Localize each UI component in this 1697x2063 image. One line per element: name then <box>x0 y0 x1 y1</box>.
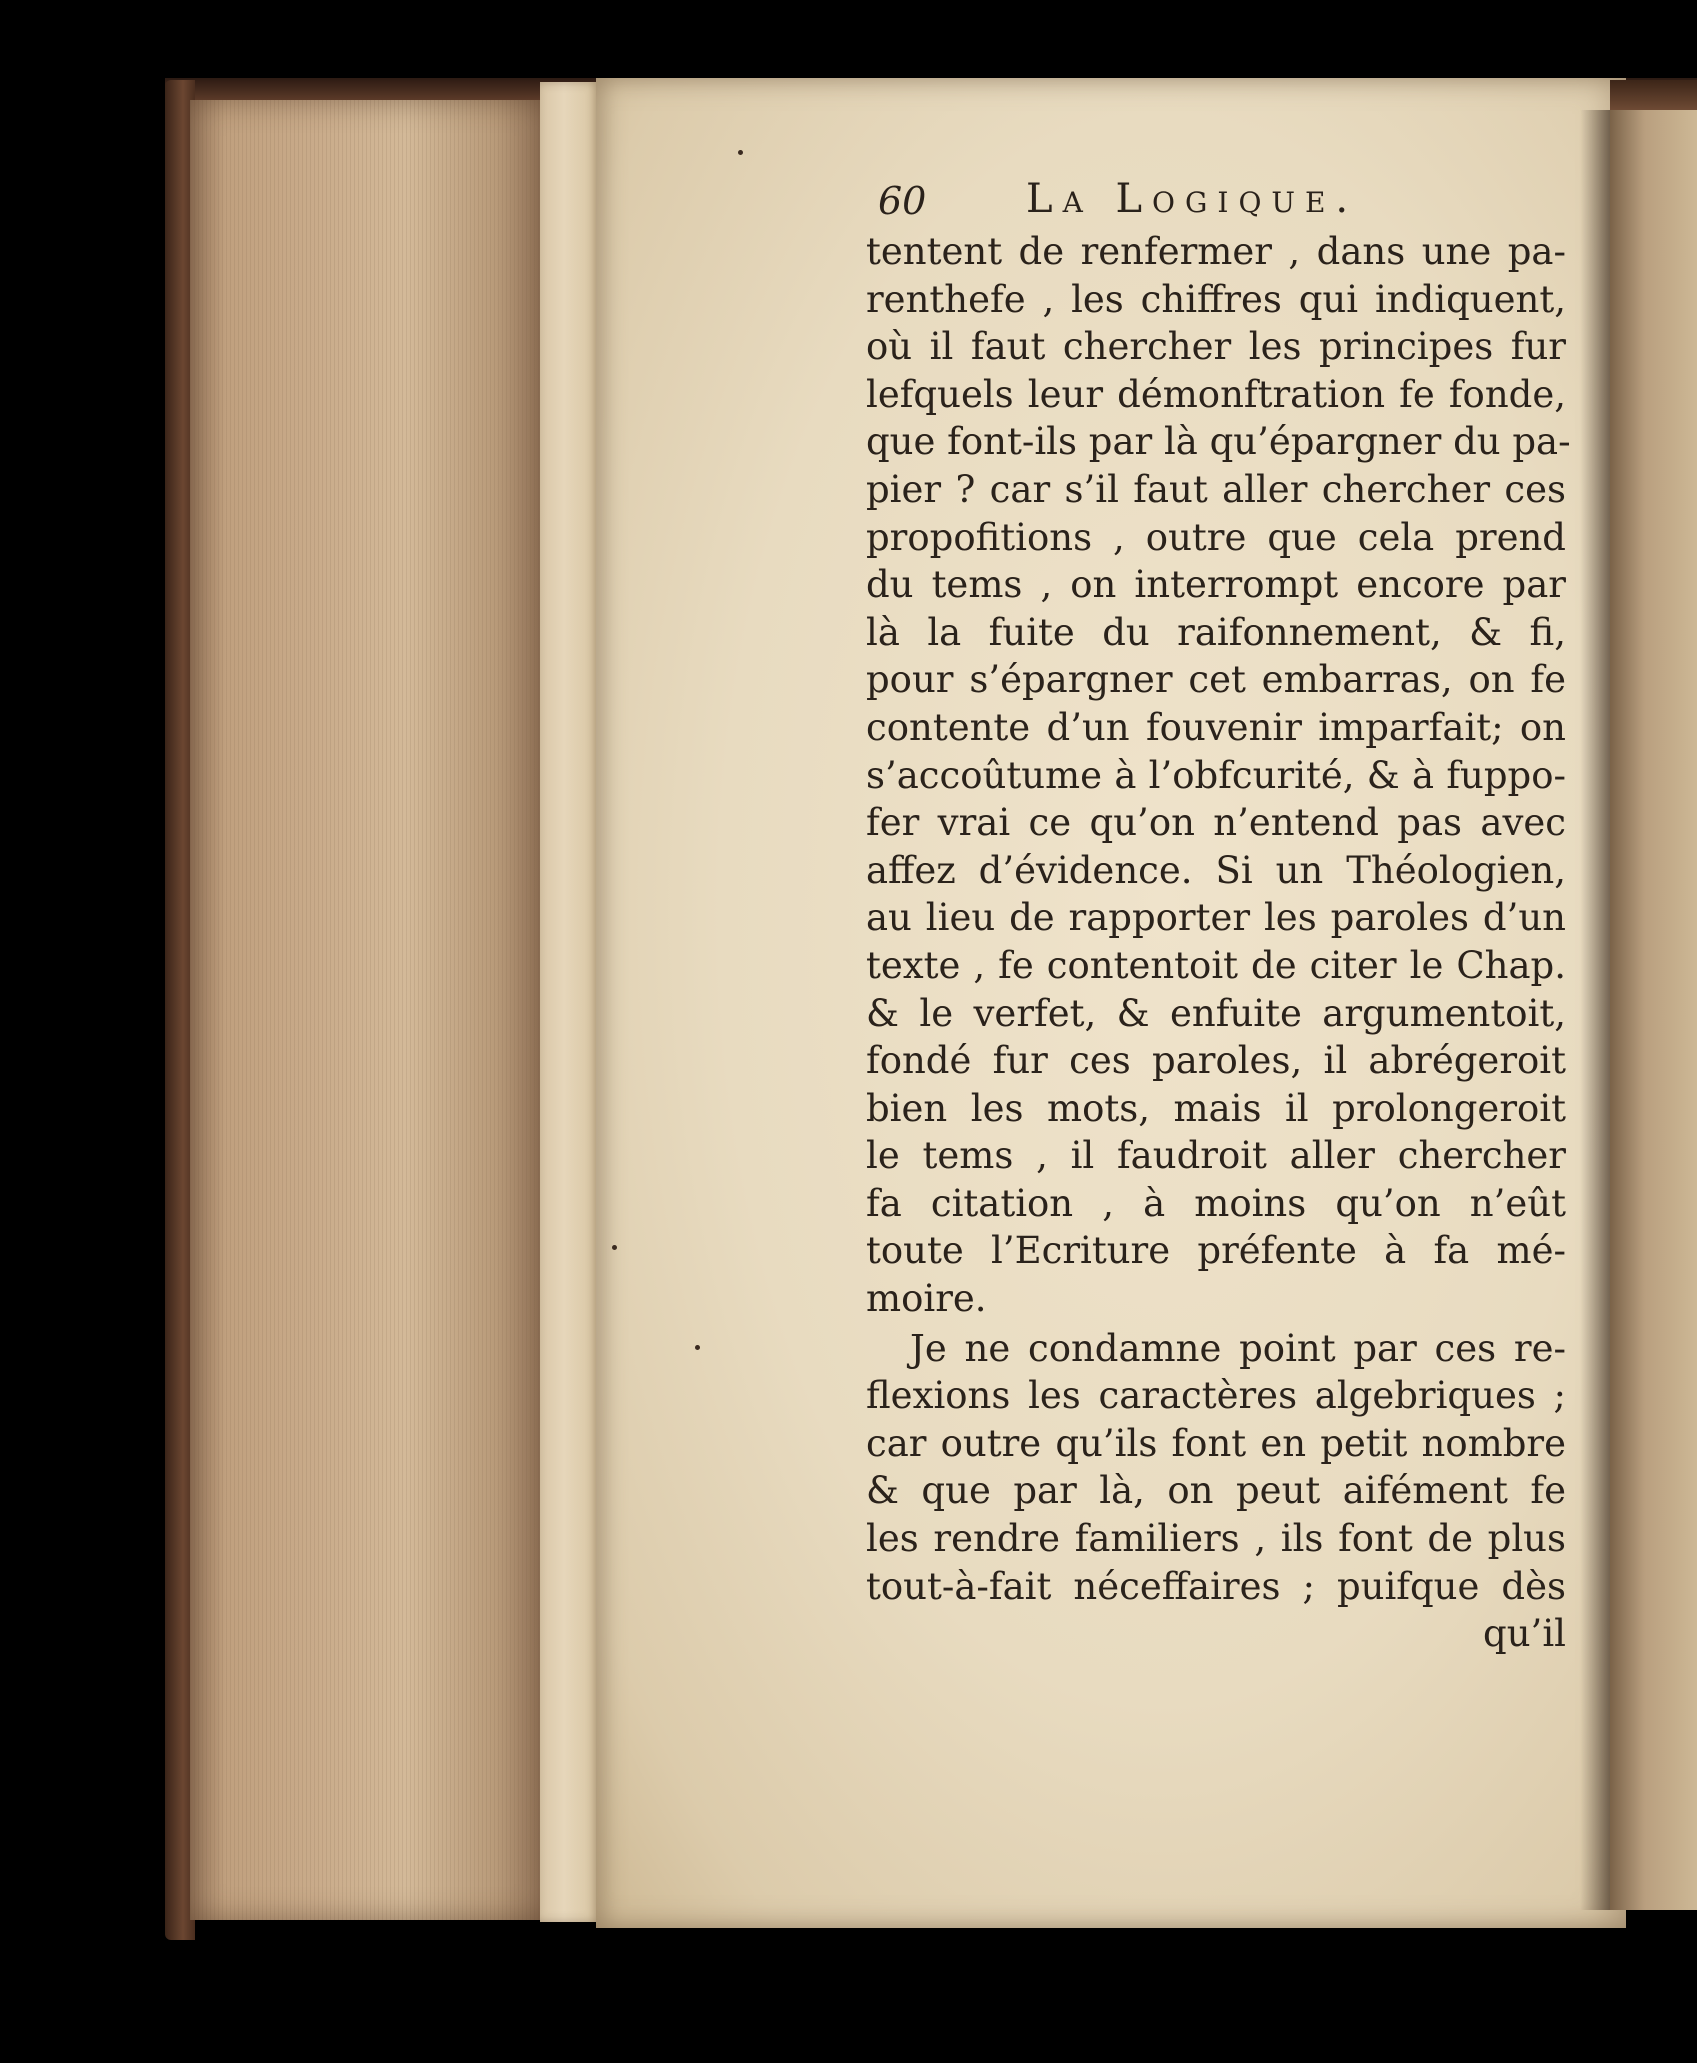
text-line: pier ? car s’il faut aller chercher ces <box>866 467 1566 511</box>
paragraph-1 <box>866 228 1571 1323</box>
page-text <box>866 176 1571 1658</box>
text-line: affez d’évidence. Si un Théologien, <box>866 848 1566 892</box>
text-line: flexions les caractères algebriques ; <box>866 1374 1566 1418</box>
text-line: texte , fe contentoit de citer le Chap. <box>866 943 1566 987</box>
paragraph-2 <box>866 1325 1566 1611</box>
text-line: bien les mots, mais il prolongeroit <box>866 1086 1566 1130</box>
facing-page-sliver <box>1610 110 1697 1910</box>
running-head <box>866 178 1566 226</box>
ink-speck <box>612 1245 617 1250</box>
text-line: le tems , il faudroit aller chercher <box>866 1134 1566 1178</box>
ink-speck <box>695 1345 700 1350</box>
text-line: Je ne condamne point par ces re- <box>910 1326 1566 1370</box>
text-line: du tems , on interrompt encore par <box>866 563 1566 607</box>
text-line: au lieu de rapporter les paroles d’un <box>866 896 1566 940</box>
text-line: fer vrai ce qu’on n’entend pas avec <box>866 801 1566 845</box>
text-line: où il faut chercher les principes fur <box>866 325 1566 369</box>
text-line: toute l’Ecriture préfente à fa mé- <box>866 1229 1566 1273</box>
text-line: fa citation , à moins qu’on n’eût <box>866 1181 1566 1225</box>
text-line: que font-ils par là qu’épargner du pa- <box>866 420 1571 464</box>
text-line: tout-à-fait néceffaires ; puifque dès <box>866 1564 1566 1608</box>
book-cover-right <box>1610 80 1697 110</box>
text-line: car outre qu’ils font en petit nombre <box>866 1421 1566 1465</box>
text-line: tentent de renfermer , dans une pa- <box>866 230 1566 273</box>
page-number: 60 <box>878 179 927 223</box>
catchword: qu’il <box>1483 1612 1566 1656</box>
text-line: & le verfet, & enfuite argumentoit, <box>866 991 1566 1035</box>
text-line: propofitions , outre que cela prend <box>866 515 1566 559</box>
page-stack-edge <box>540 82 600 1922</box>
text-line: moire. <box>866 1277 987 1321</box>
text-line: fondé fur ces paroles, il abrégeroit <box>866 1039 1566 1083</box>
gutter-shadow <box>1580 110 1610 1910</box>
text-line: s’accoûtume à l’obfcurité, & à fuppo- <box>866 753 1566 797</box>
text-line: là la fuite du raifonnement, & fi, <box>866 610 1566 654</box>
text-line: contente d’un fouvenir imparfait; on <box>866 705 1566 749</box>
text-line: pour s’épargner cet embarras, on fe <box>866 658 1566 702</box>
running-head-title: La Logique. <box>1026 176 1359 222</box>
page-block-edges <box>190 100 550 1920</box>
text-line: lefquels leur démonftration fe fonde, <box>866 372 1566 416</box>
text-line: les rendre familiers , ils font de plus <box>866 1517 1566 1561</box>
text-line: & que par là, on peut aifément fe <box>866 1469 1566 1513</box>
text-line: renthefe , les chiffres qui indiquent, <box>866 277 1566 321</box>
ink-speck <box>738 150 743 155</box>
